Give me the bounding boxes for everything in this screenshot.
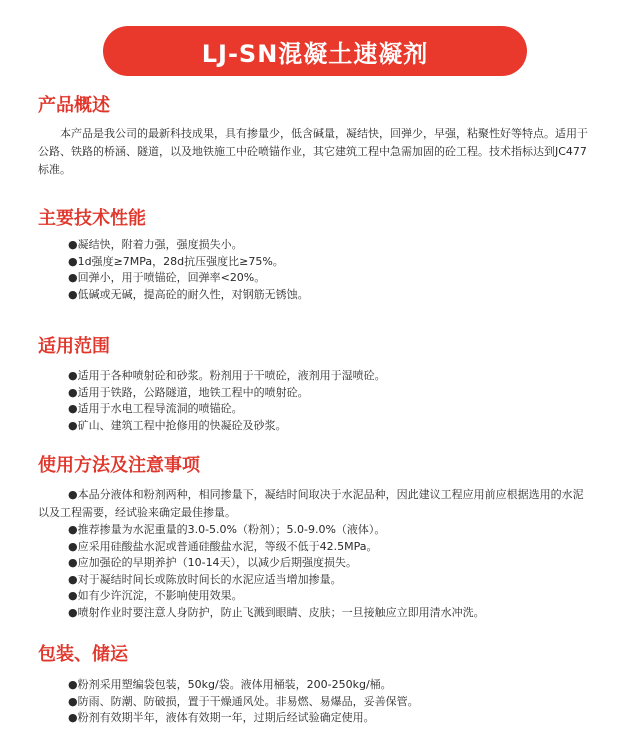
list-item: ●适用于各种喷射砼和砂浆。粉剂用于干喷砼，液剂用于湿喷砼。: [68, 369, 386, 382]
list-item: ●粉剂采用塑编袋包装，50kg/袋。液体用桶装，200-250kg/桶。: [68, 678, 392, 691]
performance-list: [68, 237, 309, 303]
list-item: ●适用于铁路，公路隧道，地铁工程中的喷射砼。: [68, 385, 309, 399]
usage-list: [68, 522, 485, 622]
list-item: ●应采用硅酸盐水泥或普通硅酸盐水泥，等级不低于42.5MPa。: [68, 539, 378, 553]
list-item: ●矿山、建筑工程中抢修用的快凝砼及砂浆。: [68, 418, 287, 432]
section-heading-overview: 产品概述: [38, 95, 110, 116]
list-item: ●喷射作业时要注意人身防护，防止飞溅到眼睛、皮肤；一旦接触应立即用清水冲洗。: [68, 605, 485, 619]
list-item: ●如有少许沉淀，不影响使用效果。: [68, 589, 243, 603]
list-item: ●回弹小，用于喷锚砼，回弹率<20%。: [68, 271, 266, 285]
usage-intro-paragraph: ●本品分液体和粉剂两种，相同掺量下，凝结时间取决于水泥品种，因此建议工程应用前应根据选用的水泥以及工程需要，经试验来确定最佳掺量。: [38, 488, 584, 519]
list-item: ●应加强砼的早期养护（10-14天），以减少后期强度损失。: [68, 556, 358, 570]
list-item: ●适用于水电工程导流洞的喷锚砼。: [68, 402, 243, 416]
list-item: ●推荐掺量为水泥重量的3.0-5.0%（粉剂）；5.0-9.0%（液体）。: [68, 523, 386, 536]
page-title-banner: [103, 26, 527, 76]
list-item: ●防雨、防潮、防破损，置于干燥通风处。非易燃、易爆品，妥善保管。: [68, 694, 419, 708]
section-heading-packaging: 包装、储运: [38, 644, 128, 665]
list-item: ●粉剂有效期半年，液体有效期一年，过期后经试验确定使用。: [68, 711, 375, 725]
page-title: LJ-SN混凝土速凝剂: [201, 39, 429, 68]
list-item: ●1d强度≥7MPa，28d抗压强度比≥75%。: [68, 254, 284, 268]
section-heading-performance: 主要技术性能: [38, 208, 146, 229]
section-heading-scope: 适用范围: [38, 336, 110, 357]
list-item: ●凝结快，附着力强，强度损失小。: [68, 238, 243, 251]
packaging-list: [68, 677, 419, 727]
section-heading-usage: 使用方法及注意事项: [38, 455, 200, 476]
overview-paragraph: 本产品是我公司的最新科技成果，具有掺量少，低含碱量，凝结快，回弹少，早强，粘聚性好等特点。适用于公路、铁路的桥涵、隧道，以及地铁施工中砼喷锚作业，其它建筑工程中急需加固的砼工程。技术指标达到JC477标准。: [38, 127, 588, 176]
list-item: ●对于凝结时间长或陈放时间长的水泥应适当增加掺量。: [68, 572, 342, 586]
list-item: ●低碱或无碱，提高砼的耐久性，对钢筋无锈蚀。: [68, 287, 309, 301]
scope-list: [68, 368, 386, 434]
